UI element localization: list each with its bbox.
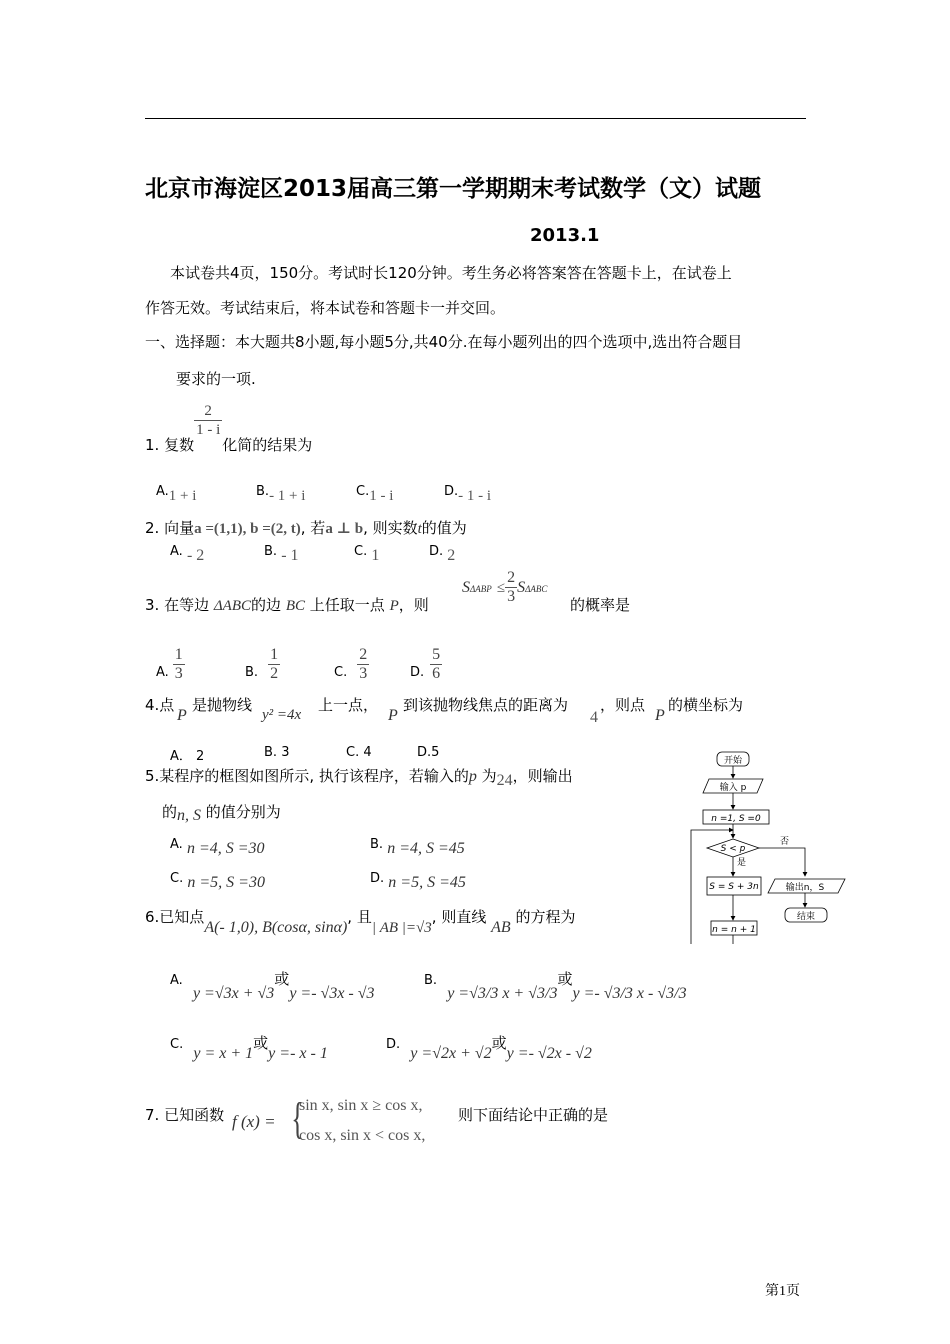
q2-option-a[interactable] xyxy=(170,542,205,564)
frac-den: 6 xyxy=(432,665,441,682)
option-label: B. xyxy=(256,484,270,499)
q5-option-a[interactable] xyxy=(170,835,265,857)
q4-dist: 4 xyxy=(590,709,598,726)
q3-rhs-sub: ΔABC xyxy=(525,584,548,594)
intro-line-1: 本试卷共4页，150分。考试时长120分钟。考生务必将答案答在答题卡上，在试卷上 xyxy=(170,264,732,282)
option-value: - 2 xyxy=(186,547,205,564)
q4-t4: ，则点 xyxy=(600,696,646,714)
q1-option-b[interactable] xyxy=(256,483,306,504)
option-eq1: y =√3/3 x + √3/3 xyxy=(447,985,558,1002)
option-value: 1 + i xyxy=(168,488,197,504)
q2-condition: a ⊥ b xyxy=(325,521,364,537)
option-value: 1 xyxy=(371,547,380,564)
frac-num: 1 xyxy=(270,646,279,663)
q4-p1: P xyxy=(177,707,187,724)
q2-suffix2: 的值为 xyxy=(421,519,467,537)
q3-suffix: 的概率是 xyxy=(570,596,631,614)
option-label: A. xyxy=(156,484,169,499)
q7-case-2: cos x, sin x < cos x, xyxy=(299,1127,426,1144)
flow-start-label: 开始 xyxy=(723,756,743,766)
option-label: B. xyxy=(264,745,278,760)
option-or: 或 xyxy=(253,1034,269,1052)
option-label: D. xyxy=(417,745,432,760)
page-number: 第1页 xyxy=(765,1284,800,1299)
q6-option-a[interactable] xyxy=(170,968,375,1002)
flowchart xyxy=(685,748,855,948)
q2-option-b[interactable] xyxy=(264,542,299,564)
q1-fraction xyxy=(194,402,222,439)
q3-mid1: 的边 xyxy=(251,596,282,614)
option-eq2: y =- √2x - √2 xyxy=(506,1045,592,1062)
q3-option-a[interactable] xyxy=(156,646,185,683)
flow-init-label: n =1, S =0 xyxy=(711,814,761,824)
q3-rhs: S xyxy=(517,579,526,596)
option-or: 或 xyxy=(491,1034,507,1052)
q1-suffix: 化简的结果为 xyxy=(222,436,313,454)
option-fraction xyxy=(430,646,442,683)
q6-suffix2: 的方程为 xyxy=(515,908,576,926)
option-eq1: y =√3x + √3 xyxy=(192,985,275,1002)
q6-mid: , 且 xyxy=(347,908,372,926)
option-label: A． xyxy=(170,749,192,764)
option-label: C. xyxy=(170,871,184,886)
q1-option-c[interactable] xyxy=(356,483,394,504)
option-label: A. xyxy=(170,837,183,852)
option-value: 2 xyxy=(196,749,205,764)
q4-option-a[interactable] xyxy=(170,745,204,764)
q1-option-d[interactable] xyxy=(444,483,492,504)
option-value: n =4, S =30 xyxy=(186,840,265,857)
flow-yes-label: 是 xyxy=(737,858,747,868)
q5-p: p xyxy=(468,768,477,785)
q1-frac-num: 2 xyxy=(194,402,222,421)
q2-suffix: , 则实数 xyxy=(363,519,418,537)
option-value: 5 xyxy=(431,745,440,760)
exam-date: 2013.1 xyxy=(530,225,600,246)
q5-line-2 xyxy=(162,801,281,822)
option-value: 4 xyxy=(363,745,372,760)
q2-prefix: 2. 向量 xyxy=(145,519,195,537)
question-3 xyxy=(145,594,429,615)
option-value: n =4, S =45 xyxy=(387,840,465,857)
flow-update-n-label: n = n + 1 xyxy=(712,925,756,935)
q4-t1b: 是抛物线 xyxy=(192,696,253,714)
q5-line1a: 5.某程序的框图如图所示, 执行该程序，若输入的 xyxy=(145,767,469,785)
flow-no-label: 否 xyxy=(780,837,790,847)
q3-prefix: 3. 在等边 xyxy=(145,596,210,614)
q2-mid: , 若 xyxy=(300,519,326,537)
q3-option-d[interactable] xyxy=(410,646,442,683)
option-label: D. xyxy=(370,871,385,886)
question-1 xyxy=(145,402,313,454)
q5-option-b[interactable] xyxy=(370,835,465,857)
q4-t2: 上一点， xyxy=(318,696,379,714)
q6-points: A(- 1,0), B(cosα, sinα) xyxy=(204,919,348,936)
flow-input-label: 输入 p xyxy=(719,783,747,793)
q3-lhs: S xyxy=(462,579,470,596)
q7-prefix: 7. 已知函数 xyxy=(145,1106,225,1124)
frac-num: 2 xyxy=(359,646,368,663)
q2-var: t xyxy=(417,521,422,537)
option-label: C. xyxy=(170,1037,184,1052)
option-or: 或 xyxy=(274,970,290,988)
question-6 xyxy=(145,906,576,936)
q1-option-a[interactable] xyxy=(156,483,197,504)
option-fraction xyxy=(173,646,185,683)
q5-line1c: ，则输出 xyxy=(512,767,573,785)
q7-fx: f (x) = xyxy=(232,1112,276,1131)
q3-option-c[interactable] xyxy=(334,646,369,683)
question-2 xyxy=(145,517,467,538)
q2-option-c[interactable] xyxy=(354,542,380,564)
option-eq2: y =- x - 1 xyxy=(268,1045,328,1062)
option-label: D. xyxy=(386,1037,401,1052)
flow-end-label: 结束 xyxy=(796,912,816,922)
option-fraction xyxy=(357,646,369,683)
q3-side: BC xyxy=(285,598,305,614)
option-label: B. xyxy=(424,973,438,988)
option-label: C. xyxy=(346,745,360,760)
option-eq2: y =- √3x - √3 xyxy=(289,985,375,1002)
q3-triangle: ΔABC xyxy=(213,598,252,614)
q3-frac-num: 2 xyxy=(507,569,516,586)
frac-den: 2 xyxy=(270,665,279,682)
q2-vectors: a =(1,1), b =(2, t) xyxy=(194,521,301,537)
option-value: - 1 + i xyxy=(269,488,306,504)
q3-point: P xyxy=(389,598,399,614)
option-fraction xyxy=(268,646,280,683)
option-label: D. xyxy=(429,544,444,559)
q2-option-d[interactable] xyxy=(429,542,456,564)
q6-prefix: 6.已知点 xyxy=(145,908,205,926)
q1-frac-den: 1 - i xyxy=(196,422,221,438)
q7-suffix: 则下面结论中正确的是 xyxy=(458,1106,609,1124)
header-rule xyxy=(145,118,806,119)
option-label: B. xyxy=(245,665,259,680)
option-label: D. xyxy=(444,484,459,499)
q3-mid2: 上任取一点 xyxy=(309,596,385,614)
option-or: 或 xyxy=(557,970,573,988)
q7-brace: { xyxy=(291,1094,304,1143)
option-value: 1 - i xyxy=(369,488,394,504)
flow-decision-label: S < p xyxy=(720,844,746,854)
option-label: D. xyxy=(410,665,425,680)
option-label: C. xyxy=(334,665,348,680)
q3-option-b[interactable] xyxy=(245,646,280,683)
q4-option-c[interactable] xyxy=(346,745,372,760)
frac-num: 5 xyxy=(432,646,441,663)
q6-suffix1: , 则直线 xyxy=(431,908,487,926)
q4-option-b[interactable] xyxy=(264,745,289,760)
q4-option-d[interactable] xyxy=(417,745,439,760)
option-label: A. xyxy=(170,973,183,988)
q4-p2: P xyxy=(388,707,398,724)
q4-prefix: 4.点 xyxy=(145,696,175,714)
q3-mid3: ，则 xyxy=(398,596,429,614)
q7-case-1: sin x, sin x ≥ cos x, xyxy=(299,1097,423,1114)
q4-curve: y² =4x xyxy=(262,707,302,723)
q6-line: AB xyxy=(491,919,511,936)
option-label: B. xyxy=(370,837,384,852)
flow-update-s-label: S = S + 3n xyxy=(709,882,759,892)
option-value: n =5, S =45 xyxy=(388,874,466,891)
intro-line-2: 作答无效。考试结束后，将本试卷和答题卡一并交回。 xyxy=(145,299,506,317)
q4-t5: 的横坐标为 xyxy=(668,696,744,714)
q6-option-c[interactable] xyxy=(170,1032,328,1062)
option-eq1: y = x + 1 xyxy=(193,1045,254,1062)
question-5 xyxy=(145,765,573,789)
q4-p3: P xyxy=(655,707,665,724)
option-label: C. xyxy=(356,484,370,499)
option-value: 3 xyxy=(281,745,290,760)
q3-frac-den: 3 xyxy=(507,588,516,605)
option-value: - 1 - i xyxy=(458,488,492,504)
q5-option-d[interactable] xyxy=(370,869,466,891)
q6-option-d[interactable] xyxy=(386,1032,592,1062)
q3-inequality xyxy=(462,569,547,606)
q6-condition: | AB |=√3 xyxy=(371,920,432,936)
option-eq2: y =- √3/3 x - √3/3 xyxy=(572,985,687,1002)
q3-relation: ≤ xyxy=(496,580,506,596)
frac-den: 3 xyxy=(359,665,368,682)
q3-fraction xyxy=(505,569,517,606)
flow-output-label: 输出n，S xyxy=(785,883,825,893)
option-label: B. xyxy=(264,544,278,559)
frac-den: 3 xyxy=(174,665,183,682)
option-value: 2 xyxy=(447,547,456,564)
q5-input: 24 xyxy=(496,772,513,789)
q5-option-c[interactable] xyxy=(170,869,265,891)
q4-t1 xyxy=(145,694,174,715)
option-value: n =5, S =30 xyxy=(187,874,265,891)
option-eq1: y =√2x + √2 xyxy=(410,1045,492,1062)
option-label: A. xyxy=(170,544,183,559)
q5-line1b: 为 xyxy=(481,767,497,785)
section1-line-1: 一、选择题：本大题共8小题,每小题5分,共40分.在每小题列出的四个选项中,选出符合题目 xyxy=(145,333,743,351)
q3-lhs-sub: ΔABP xyxy=(470,584,492,594)
q6-option-b[interactable] xyxy=(424,968,687,1002)
option-label: C. xyxy=(354,544,368,559)
q4-t3: 到该抛物线焦点的距离为 xyxy=(403,696,569,714)
frac-num: 1 xyxy=(174,646,183,663)
option-value: - 1 xyxy=(281,547,299,564)
q5-line2b: 的值分别为 xyxy=(205,803,281,821)
q5-vars: n, S xyxy=(177,807,202,824)
q5-line2a: 的 xyxy=(162,803,178,821)
option-label: A. xyxy=(156,665,169,680)
section1-line-2: 要求的一项. xyxy=(176,370,256,388)
page-title: 北京市海淀区2013届高三第一学期期末考试数学（文）试题 xyxy=(145,176,762,202)
q1-prefix: 1. 复数 xyxy=(145,436,195,454)
